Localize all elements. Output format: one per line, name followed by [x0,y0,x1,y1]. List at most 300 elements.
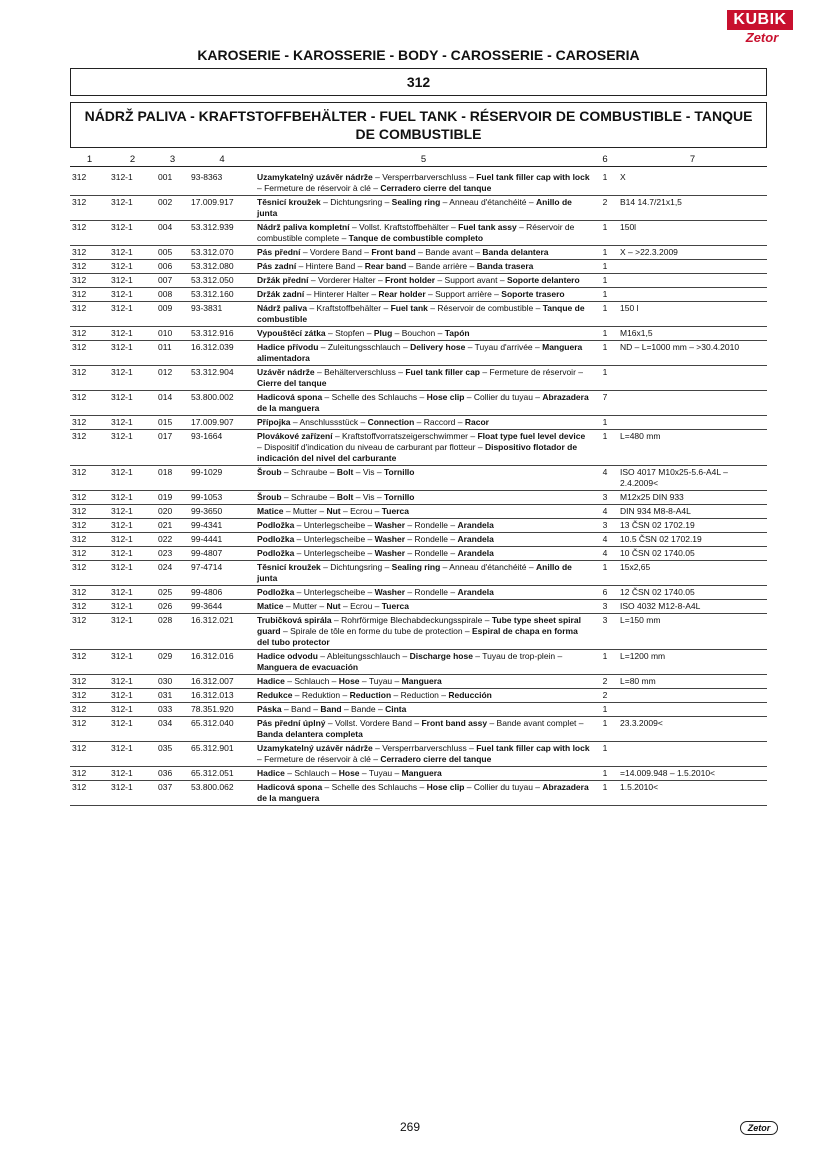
position-cell: 035 [156,742,189,767]
part-number-cell: 99-4441 [189,533,255,547]
position-cell: 037 [156,781,189,806]
position-cell: 012 [156,366,189,391]
description-cell [255,547,592,561]
description-es: Tanque de combustible completo [348,233,484,243]
description-fr: – Bande avant complet – [487,718,584,728]
description-fr: – Fermeture de réservoir à clé – [257,183,381,193]
part-number-cell: 17.009.907 [189,416,255,430]
description-cz: Páska [257,704,282,714]
table-row [70,614,767,650]
description-cell [255,675,592,689]
page-number: 269 [399,1120,421,1134]
note-cell: M12x25 DIN 933 [618,491,767,505]
description-cz: Pás přední úplný [257,718,326,728]
description-cell [255,519,592,533]
table-row [70,675,767,689]
part-subgroup-cell: 312-1 [109,221,156,246]
description-fr: – Bouchon – [392,328,445,338]
table-row [70,274,767,288]
position-cell: 036 [156,767,189,781]
part-subgroup-cell: 312-1 [109,600,156,614]
description-de: – Schelle des Schlauchs – [322,782,427,792]
description-cell [255,341,592,366]
part-group-cell: 312 [70,171,109,196]
description-de: – Anschlussstück – [290,417,368,427]
description-cz: Pás přední [257,247,301,257]
description-de: – Schelle des Schlauchs – [322,392,427,402]
description-de: – Dichtungsring – [320,197,392,207]
description-en: Front band assy [421,718,488,728]
description-de: – Schlauch – [284,676,339,686]
note-cell: L=150 mm [618,614,767,650]
note-cell: 23.3.2009< [618,717,767,742]
description-es: Cinta [385,704,407,714]
position-cell: 011 [156,341,189,366]
part-number-cell: 99-1053 [189,491,255,505]
description-en: Hose clip [426,392,465,402]
position-cell: 029 [156,650,189,675]
description-de: – Schlauch – [284,768,339,778]
description-en: Washer [374,548,406,558]
position-cell: 031 [156,689,189,703]
quantity-cell: 1 [592,703,618,717]
description-en: Hose clip [426,782,465,792]
description-cz: Hadice přívodu [257,342,319,352]
position-cell: 028 [156,614,189,650]
kubik-logo-text: KUBIK [727,10,793,30]
description-es: Cerradero cierre del tanque [380,183,492,193]
description-fr: – Dispositif d'indication du niveau de carburant par flotteur – [257,442,485,452]
part-subgroup-cell: 312-1 [109,742,156,767]
description-cell [255,742,592,767]
part-group-cell: 312 [70,341,109,366]
column-header: 6 [602,154,608,165]
description-cz: Hadicová spona [257,392,323,402]
description-es: Cierre del tanque [257,378,327,388]
description-cell [255,196,592,221]
note-cell [618,416,767,430]
table-row [70,742,767,767]
part-number-cell: 99-4807 [189,547,255,561]
note-cell [618,391,767,416]
description-de: – Vollst. Vordere Band – [325,718,422,728]
description-fr: – Bande – [341,704,386,714]
position-cell: 020 [156,505,189,519]
quantity-cell: 4 [592,533,618,547]
quantity-cell: 6 [592,586,618,600]
description-cz: Matice [257,601,284,611]
part-subgroup-cell: 312-1 [109,717,156,742]
part-subgroup-cell: 312-1 [109,650,156,675]
table-row [70,246,767,260]
description-fr: – Anneau d'étanchéité – [440,197,536,207]
part-subgroup-cell: 312-1 [109,675,156,689]
part-group-cell: 312 [70,302,109,327]
part-group-cell: 312 [70,533,109,547]
note-cell: 150l [618,221,767,246]
description-en: Washer [374,534,406,544]
table-row [70,689,767,703]
description-fr: – Rondelle – [405,534,458,544]
part-subgroup-cell: 312-1 [109,491,156,505]
description-fr: – Ecrou – [340,506,382,516]
description-es: Anillo de junta [257,562,572,583]
column-header: 5 [420,154,427,165]
note-cell: 150 l [618,302,767,327]
description-es: Arandela [457,587,494,597]
note-cell: 10.5 ČSN 02 1702.19 [618,533,767,547]
quantity-cell: 1 [592,781,618,806]
description-es: Dispositivo flotador de indicación del nivel del carburante [257,442,578,463]
description-cz: Podložka [257,587,295,597]
description-fr: – Tuyau – [359,676,402,686]
quantity-cell: 3 [592,491,618,505]
description-en: Fuel tank filler cap [405,367,480,377]
part-group-cell: 312 [70,466,109,491]
description-de: – Unterlegscheibe – [294,534,375,544]
kubik-zetor-logo [727,10,793,48]
part-subgroup-cell: 312-1 [109,196,156,221]
description-es: Tornillo [383,492,415,502]
position-cell: 015 [156,416,189,430]
table-row [70,288,767,302]
description-cz: Těsnicí kroužek [257,197,321,207]
description-cz: Nádrž paliva kompletní [257,222,350,232]
part-number-cell: 16.312.039 [189,341,255,366]
part-group-cell: 312 [70,327,109,341]
description-en: Hose [338,676,360,686]
part-number-cell: 65.312.051 [189,767,255,781]
zetor-footer-logo: Zetor [740,1121,778,1135]
description-cell [255,781,592,806]
note-cell: ISO 4017 M10x25-5.6-A4L – 2.4.2009< [618,466,767,491]
description-de: – Vorderer Halter – [308,275,386,285]
part-group-cell: 312 [70,650,109,675]
part-group-cell: 312 [70,781,109,806]
column-header: 2 [129,154,136,165]
part-subgroup-cell: 312-1 [109,614,156,650]
part-subgroup-cell: 312-1 [109,547,156,561]
quantity-cell: 1 [592,717,618,742]
description-es: Manguera alimentadora [257,342,583,363]
note-cell [618,703,767,717]
position-cell: 018 [156,466,189,491]
note-cell [618,260,767,274]
note-cell: 13 ČSN 02 1702.19 [618,519,767,533]
description-es: Manguera de evacuación [257,662,359,672]
description-cz: Plovákové zařízení [257,431,333,441]
description-en: Band [320,704,342,714]
part-group-cell: 312 [70,519,109,533]
description-de: – Dichtungsring – [320,562,392,572]
description-es: Cerradero cierre del tanque [380,754,492,764]
table-row [70,547,767,561]
description-es: Tanque de combustible [257,303,585,324]
description-cell [255,650,592,675]
part-group-cell: 312 [70,614,109,650]
note-cell: X [618,171,767,196]
description-en: Sealing ring [391,562,441,572]
description-fr: – Rondelle – [405,520,458,530]
description-cz: Vypouštěcí zátka [257,328,326,338]
table-row [70,586,767,600]
note-cell: X – >22.3.2009 [618,246,767,260]
description-en: Nut [326,506,341,516]
quantity-cell: 1 [592,302,618,327]
description-de: – Schraube – [281,467,337,477]
description-fr: – Support avant – [435,275,507,285]
quantity-cell: 1 [592,260,618,274]
description-cell [255,391,592,416]
part-group-cell: 312 [70,246,109,260]
quantity-cell: 1 [592,650,618,675]
description-de: – Reduktion – [292,690,350,700]
part-number-cell: 53.312.070 [189,246,255,260]
description-de: – Kraftstoffvorratszeigerschwimmer – [332,431,478,441]
part-subgroup-cell: 312-1 [109,391,156,416]
description-cz: Podložka [257,520,295,530]
quantity-cell: 1 [592,221,618,246]
description-en: Front band [371,247,416,257]
description-cell [255,561,592,586]
parts-table-body [70,171,767,806]
part-number-cell: 99-3644 [189,600,255,614]
zetor-logo-text: Zetor [745,30,779,45]
part-group-cell: 312 [70,416,109,430]
description-cz: Přípojka [257,417,291,427]
part-number-cell: 78.351.920 [189,703,255,717]
part-group-cell: 312 [70,274,109,288]
part-subgroup-cell: 312-1 [109,781,156,806]
description-es: Soporte trasero [501,289,565,299]
description-cell [255,302,592,327]
description-cz: Uzamykatelný uzávěr nádrže [257,172,373,182]
description-de: – Versperrbarverschluss – [372,743,477,753]
description-de: – Stopfen – [325,328,374,338]
description-en: Fuel tank filler cap with lock [476,743,590,753]
note-cell: 10 ČSN 02 1740.05 [618,547,767,561]
quantity-cell: 2 [592,689,618,703]
table-row [70,341,767,366]
part-number-cell: 99-3650 [189,505,255,519]
position-cell: 006 [156,260,189,274]
table-row [70,519,767,533]
position-cell: 033 [156,703,189,717]
note-cell: ND – L=1000 mm – >30.4.2010 [618,341,767,366]
part-group-cell: 312 [70,689,109,703]
description-de: – Unterlegscheibe – [294,587,375,597]
part-group-cell: 312 [70,430,109,466]
table-row [70,703,767,717]
page-title: KAROSERIE - KAROSSERIE - BODY - CAROSSERIE - CAROSERIA [197,47,640,63]
part-subgroup-cell: 312-1 [109,327,156,341]
part-number-cell: 16.312.021 [189,614,255,650]
table-row [70,505,767,519]
part-group-cell: 312 [70,196,109,221]
description-en: Sealing ring [391,197,441,207]
note-cell: 15x2,65 [618,561,767,586]
table-row [70,491,767,505]
description-en: Tube type sheet spiral guard [257,615,581,636]
quantity-cell: 3 [592,600,618,614]
description-es: Manguera [401,676,442,686]
part-number-cell: 16.312.007 [189,675,255,689]
position-cell: 026 [156,600,189,614]
quantity-cell: 1 [592,767,618,781]
description-de: – Vordere Band – [300,247,372,257]
description-cell [255,221,592,246]
description-cell [255,600,592,614]
note-cell: 12 ČSN 02 1740.05 [618,586,767,600]
part-subgroup-cell: 312-1 [109,341,156,366]
table-row [70,600,767,614]
part-number-cell: 65.312.040 [189,717,255,742]
position-cell: 010 [156,327,189,341]
position-cell: 025 [156,586,189,600]
description-fr: – Réservoir de combustible complete – [257,222,575,243]
description-fr: – Réservoir de combustible – [427,303,543,313]
part-number-cell: 93-1664 [189,430,255,466]
quantity-cell: 1 [592,288,618,302]
quantity-cell: 1 [592,341,618,366]
part-subgroup-cell: 312-1 [109,302,156,327]
position-cell: 019 [156,491,189,505]
description-es: Banda delantera completa [257,729,363,739]
part-group-cell: 312 [70,366,109,391]
description-fr: – Collier du tuyau – [464,782,543,792]
part-subgroup-cell: 312-1 [109,767,156,781]
description-cell [255,274,592,288]
description-cz: Matice [257,506,284,516]
description-cz: Redukce [257,690,293,700]
group-title: NÁDRŽ PALIVA - KRAFTSTOFFBEHÄLTER - FUEL TANK - RÉSERVOIR DE COMBUSTIBLE - TANQUE DE COMBUSTIBLE [70,102,767,148]
description-cell [255,767,592,781]
note-cell: =14.009.948 – 1.5.2010< [618,767,767,781]
column-header: 1 [86,154,93,165]
description-es: Reducción [448,690,492,700]
quantity-cell: 1 [592,416,618,430]
part-group-cell: 312 [70,767,109,781]
description-de: – Hintere Band – [296,261,365,271]
note-cell [618,274,767,288]
description-cell [255,366,592,391]
description-en: Float type fuel level device [477,431,586,441]
position-cell: 022 [156,533,189,547]
part-number-cell: 16.312.016 [189,650,255,675]
part-group-cell: 312 [70,547,109,561]
description-cz: Pás zadní [257,261,297,271]
description-cz: Podložka [257,548,295,558]
part-group-cell: 312 [70,505,109,519]
position-cell: 005 [156,246,189,260]
quantity-cell: 4 [592,466,618,491]
part-number-cell: 53.312.939 [189,221,255,246]
description-cell [255,717,592,742]
description-cell [255,505,592,519]
part-subgroup-cell: 312-1 [109,366,156,391]
table-row [70,260,767,274]
description-fr: – Tuyau de trop-plein – [472,651,563,661]
part-subgroup-cell: 312-1 [109,246,156,260]
description-cell [255,466,592,491]
description-fr: – Rondelle – [405,587,458,597]
description-es: Arandela [457,548,494,558]
part-group-cell: 312 [70,600,109,614]
part-subgroup-cell: 312-1 [109,274,156,288]
position-cell: 030 [156,675,189,689]
description-es: Arandela [457,520,494,530]
description-de: – Behälterverschluss – [314,367,406,377]
part-subgroup-cell: 312-1 [109,703,156,717]
position-cell: 024 [156,561,189,586]
part-number-cell: 53.312.050 [189,274,255,288]
quantity-cell: 3 [592,614,618,650]
part-number-cell: 53.312.160 [189,288,255,302]
description-cz: Trubičková spirála [257,615,332,625]
table-row [70,430,767,466]
part-group-cell: 312 [70,491,109,505]
part-group-cell: 312 [70,703,109,717]
position-cell: 004 [156,221,189,246]
part-group-cell: 312 [70,742,109,767]
description-fr: – Tuyau d'arrivée – [465,342,543,352]
description-de: – Unterlegscheibe – [294,548,375,558]
table-row [70,391,767,416]
description-cz: Hadicová spona [257,782,323,792]
part-number-cell: 53.312.080 [189,260,255,274]
description-cz: Uzávěr nádrže [257,367,315,377]
table-row [70,781,767,806]
description-en: Front holder [385,275,436,285]
description-es: Tuerca [381,506,409,516]
description-de: – Rohrförmige Blechabdeckungsspirale – [331,615,492,625]
description-cz: Šroub [257,492,282,502]
part-subgroup-cell: 312-1 [109,416,156,430]
description-en: Rear band [364,261,407,271]
position-cell: 002 [156,196,189,221]
quantity-cell: 3 [592,519,618,533]
part-number-cell: 53.312.916 [189,327,255,341]
description-cell [255,430,592,466]
description-en: Plug [373,328,393,338]
description-es: Manguera [401,768,442,778]
parts-table [70,171,767,806]
part-number-cell: 53.800.002 [189,391,255,416]
description-cz: Šroub [257,467,282,477]
part-subgroup-cell: 312-1 [109,519,156,533]
description-es: Banda delantera [482,247,549,257]
description-cz: Držák zadní [257,289,305,299]
part-number-cell: 93-8363 [189,171,255,196]
quantity-cell: 1 [592,327,618,341]
table-row [70,767,767,781]
description-en: Hose [338,768,360,778]
description-en: Washer [374,587,406,597]
part-group-cell: 312 [70,586,109,600]
note-cell [618,366,767,391]
description-cell [255,533,592,547]
quantity-cell: 4 [592,547,618,561]
description-en: Nut [326,601,341,611]
description-de: – Kraftstoffbehälter – [307,303,391,313]
description-cell [255,614,592,650]
description-fr: – Bande avant – [415,247,483,257]
part-number-cell: 53.312.904 [189,366,255,391]
description-fr: – Vis – [353,467,384,477]
description-en: Discharge hose [409,651,473,661]
position-cell: 034 [156,717,189,742]
description-fr: – Spirale de tôle en forme du tube de protection – [280,626,472,636]
